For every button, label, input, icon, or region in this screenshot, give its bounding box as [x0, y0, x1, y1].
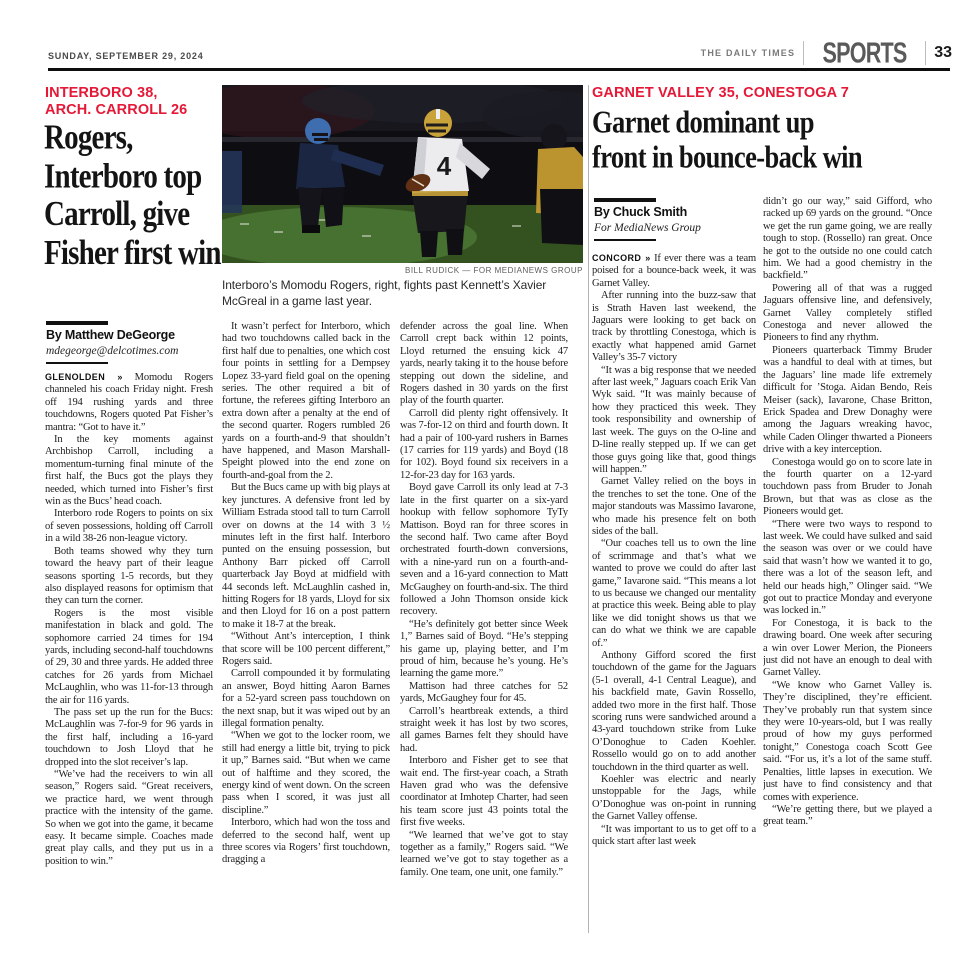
body-paragraph: “When we got to the locker room, we still had energy a little bit, trying to pick it up,” Barnes said. “But when we came out of halftime and they scored, the energy kind of went down. On the screen pass when I scored, it was just all discipline.” — [222, 730, 390, 816]
game-photo — [222, 85, 583, 263]
photo-credit: BILL RUDICK — FOR MEDIANEWS GROUP — [405, 266, 583, 275]
left-article-headline: Rogers, Interboro top Carroll, give Fisher first win — [44, 117, 221, 273]
byline-rule — [594, 198, 656, 202]
lead-text: If ever there was a team poised for a bounce-back week, it was Garnet Valley. — [592, 253, 756, 289]
kicker-line: ARCH. CARROLL 26 — [45, 102, 188, 118]
lead-text: Momodu Rogers channeled his coach Friday night. Fresh off 194 rushing yards and three touchdowns, Rogers quoted Pat Fisher’s mantra: “Got to have it.” — [45, 372, 213, 433]
left-article-byline: By Matthew DeGeorge — [46, 328, 175, 342]
svg-text:4: 4 — [436, 151, 452, 181]
body-paragraph: Powering all of that was a rugged Jaguars offensive line, and defensively, Garnet Valley completely stifled Conestoga and never allowed the Pioneers to find any rhythm. — [763, 282, 932, 344]
body-paragraph: Carroll did plenty right offensively. It was 7-for-12 on third and fourth down. It had a pair of 100-yard rushers in Barnes (17 carries for 119 yards) and Boyd (18 for 102). Boyd found six receivers in a 12-for-23 day for 163 yards. — [400, 407, 568, 481]
left-article-column-1 — [45, 372, 213, 933]
body-paragraph: Anthony Gifford scored the first touchdown of the game for the Jaguars (5-1 overall, 4-1 Central League), and his backfield mate, Gavin Rossello, added two more in the first half. Those scoring runs were sandwiched around a 43-yard touchdown strike from Luke O’Donoghue to Caden Koehler. Rossello would go on to add another touchdown in the third quarter as well. — [592, 650, 756, 773]
body-paragraph: Boyd gave Carroll its only lead at 7-3 late in the first quarter on a six-yard hookup with fellow sophomore TyTy Mattison. Boyd ran for three scores in the second half. Two came after Boyd orchestrated fourth-down conversions, with a nine-yard run on a fourth-and-seven and a 16-yard connection to Matt McGaughey on fourth-and-six. The third followed a John Thomson onside kick recovery. — [400, 482, 568, 618]
header-rule — [48, 68, 950, 71]
body-paragraph: “There were two ways to respond to last week. We could have sulked and said the season was over or we could have said that wasn’t how we wanted it to go, there was a lot of the season left, and held our heads high,” Olinger said. “We got out to practice Monday and everyone was locked in.” — [763, 518, 932, 617]
photo-caption: Interboro’s Momodu Rogers, right, fights past Kennett’s Xavier McGreal in a game last year. — [222, 278, 547, 308]
dateline: CONCORD » — [592, 253, 651, 263]
body-paragraph: Both teams showed why they turn toward the heavy part of their league seasons sporting 1-5 records, but they also displayed reasons for optimism that they can turn the corner. — [45, 545, 213, 607]
right-article-headline — [592, 105, 940, 175]
body-paragraph: “We’re getting there, but we played a great team.” — [763, 803, 932, 828]
byline-rule — [594, 239, 656, 241]
body-paragraph: “Without Ant’s interception, I think that score will be 100 percent different,” Rogers said. — [222, 631, 390, 667]
body-paragraph: Rogers is the most visible manifestation in black and gold. The sophomore carried 24 times for 194 yards, including second-half touchdowns of 29, 30 and three yards. He added three catches for 26 yards from Michael McLaughlin, who was 11-for-13 through the air for 116 yards. — [45, 607, 213, 706]
right-article-kicker: GARNET VALLEY 35, CONESTOGA 7 — [592, 85, 849, 101]
right-article-column-2 — [763, 196, 932, 930]
article-divider — [588, 85, 589, 933]
body-paragraph: “We’ve had the receivers to win all season,” Rogers said. “Great receivers, we practice hard, we went through practice with the intensity of the game. So when we got into the game, it became easy. It became simple. Coaches made great play calls, and they put us in a position to win.” — [45, 769, 213, 867]
body-paragraph: Conestoga would go on to score late in the fourth quarter on a 12-yard touchdown pass from Bruder to Jonah Brown, but that was as close as the Pioneers would get. — [763, 456, 932, 518]
body-paragraph: “He’s definitely got better since Week 1,” Barnes said of Boyd. “He’s stepping his game up, playing better, and I’m proud of him, because he’s young. He’s learning the game more.” — [400, 618, 568, 680]
body-paragraph: “It was a big response that we needed after last week,” Jaguars coach Erik Van Wyk said. “It was mainly because of how they practiced this week. They took responsibility and ownership of last week. The guys on the O-line and D-line really stepped up. If we can get those guys going like that, good things will happen.” — [592, 364, 756, 475]
body-paragraph: Mattison had three catches for 52 yards, McGaughey four for 45. — [400, 680, 568, 705]
body-paragraph: The pass set up the run for the Bucs: McLaughlin was 7-for-9 for 96 yards in the first half, including a 16-yard touchdown to Josh Lloyd that he dropped into the slot receiver’s lap. — [45, 706, 213, 768]
page-number: 33 — [934, 44, 952, 61]
kicker-line: INTERBORO 38, — [45, 85, 158, 101]
body-paragraph: Carroll compounded it by formulating an answer, Boyd hitting Aaron Barnes for a 52-yard screen pass touchdown on the next snap, but it was wiped out by an illegal formation penalty. — [222, 668, 390, 729]
section-name: SPORTS — [822, 36, 907, 69]
body-paragraph: didn’t go our way,” said Gifford, who racked up 69 yards on the ground. “Once we get the run game going, we are really tough to stop. (Rossello) ran great. Once he got to the outside no one could catch him. We had a good chemistry in the backfield.” — [763, 196, 932, 282]
body-paragraph: Pioneers quarterback Timmy Bruder was a handful to deal with at times, but the Jaguars’ line made life extremely difficult for ’Stoga. Aidan Bendo, Reis Meiser (sack), Iavarone, Chase Britton, Erick Spadea and Drew Donaghy were among the Jaguars wreaking havoc, while Caden Olinger thwarted a Pioneers drive with a key interception. — [763, 344, 932, 456]
body-paragraph: “We know who Garnet Valley is. They’re disciplined, they’re efficient. They’ve probably run that system since they were 10-years-old, but I was really proud of how my guys performed tonight,” Conestoga coach Scott Gee said. “For us, it’s a lot of the same stuff. Penalties, little lapses in execution. We just have to find consistency and that comes with experience. — [763, 679, 932, 803]
body-paragraph: It wasn’t perfect for Interboro, which had two touchdowns called back in the first half due to penalties, one which cost four points in settling for a Dempsey Lopez 33-yard field goal on the opening series. The other required a bit of fortune, the referees gifting Interboro an extra down after a penalty at the end of the second quarter. Rogers rumbled 26 yards on a fourth-and-9 that shouldn’t have happened, and Mason Marshall-Speight plowed into the end zone on fourth-and-goal from the 2. — [222, 321, 390, 481]
body-paragraph: In the key moments against Archbishop Carroll, including a momentum-turning final minute of the first half, the Bucs got the plays they needed, which turned into Fisher’s first win as the Bucs’ head coach. — [45, 434, 213, 508]
right-article-byline-org: For MediaNews Group — [594, 222, 701, 234]
dateline: GLENOLDEN » — [45, 372, 123, 382]
body-paragraph: Interboro, which had won the toss and deferred to the second half, went up three scores via Rogers’ first touchdown, dragging a — [222, 817, 390, 866]
headline-line: front in bounce-back win — [592, 138, 863, 175]
body-paragraph: Interboro and Fisher get to see that wait end. The first-year coach, a Strath Haven grad who was the defensive coordinator at Imhotep Charter, had seen his team score just 43 points total the first five weeks. — [400, 755, 568, 829]
right-article-column-1 — [592, 253, 756, 965]
body-paragraph: Carroll’s heartbreak extends, a third straight week it has lost by two scores, all games Barnes felt they should have had. — [400, 705, 568, 754]
issue-date: SUNDAY, SEPTEMBER 29, 2024 — [48, 51, 204, 61]
left-article-column-3 — [400, 321, 568, 935]
game-photo-illustration — [222, 85, 583, 263]
right-article-byline: By Chuck Smith — [594, 205, 688, 219]
left-article-byline-email: mdegeorge@delcotimes.com — [46, 345, 179, 357]
body-paragraph: For Conestoga, it is back to the drawing board. One week after securing a win over Lower Merion, the Pioneers just did not have an enough to deal with Garnet Valley. — [763, 617, 932, 679]
publication-name: THE DAILY TIMES — [700, 48, 796, 58]
body-paragraph: “Our coaches tell us to own the line of scrimmage and that’s what we wanted to prove we could do after last game,” Iavarone said. “This means a lot to us because we changed our mentality at practice this week. Being able to play like we did tonight shows us that we can do what we think we are capable of.” — [592, 538, 756, 649]
left-article-kicker — [45, 85, 187, 119]
header-divider — [803, 41, 804, 65]
body-paragraph: Garnet Valley relied on the boys in the trenches to set the tone. One of the major standouts was Massimo Iavarone, who made his presence felt on both sides of the ball. — [592, 476, 756, 537]
body-paragraph: Interboro rode Rogers to points on six of seven possessions, holding off Carroll in a wild 38-26 non-league victory. — [45, 508, 213, 545]
body-paragraph: Koehler was electric and nearly unstoppable for the Jags, while O’Donoghue was on-point in running the Garnet Valley offense. — [592, 774, 756, 823]
headline-line: Garnet dominant up — [592, 103, 814, 140]
lead-paragraph — [592, 253, 756, 290]
header-divider — [925, 41, 926, 65]
left-article-column-2 — [222, 321, 390, 935]
byline-rule — [46, 321, 108, 325]
body-paragraph: “It was important to us to get off to a quick start after last week — [592, 823, 756, 848]
body-paragraph: But the Bucs came up with big plays at key junctures. A defensive front led by William Estrada stood tall to turn Carroll over on downs at the 14 with 3 ½ minutes left in the first half. Interboro punted on the ensuing possession, but Anthony Barr picked off Carroll quarterback Jay Boyd at midfield with 44 seconds left. McLaughlin cashed in, hitting Rogers for 18 yards, Lloyd for six and then Lloyd for 16 on a post pattern to make it 18-7 at the break. — [222, 482, 390, 630]
body-paragraph: After running into the buzz-saw that is Strath Haven last weekend, the Jaguars were looking to get back on track by throttling Conestoga, which is exactly what happened amid Garnet Valley’s 35-7 victory — [592, 290, 756, 364]
byline-rule — [46, 362, 108, 364]
masthead-right — [701, 38, 952, 68]
lead-paragraph — [45, 372, 213, 434]
background-player — [222, 151, 242, 213]
body-paragraph: defender across the goal line. When Carroll crept back within 12 points, Lloyd returned the ensuing kick 47 yards, nearly taking it to the house before stepping out down the sideline, and Rogers dashed in 30 yards on the first play of the fourth quarter. — [400, 321, 568, 407]
body-paragraph: “We learned that we’ve got to stay together as a family,” Rogers said. “We learned we’ve got to stay together as a family. One team, one unit, one family.” — [400, 829, 568, 878]
